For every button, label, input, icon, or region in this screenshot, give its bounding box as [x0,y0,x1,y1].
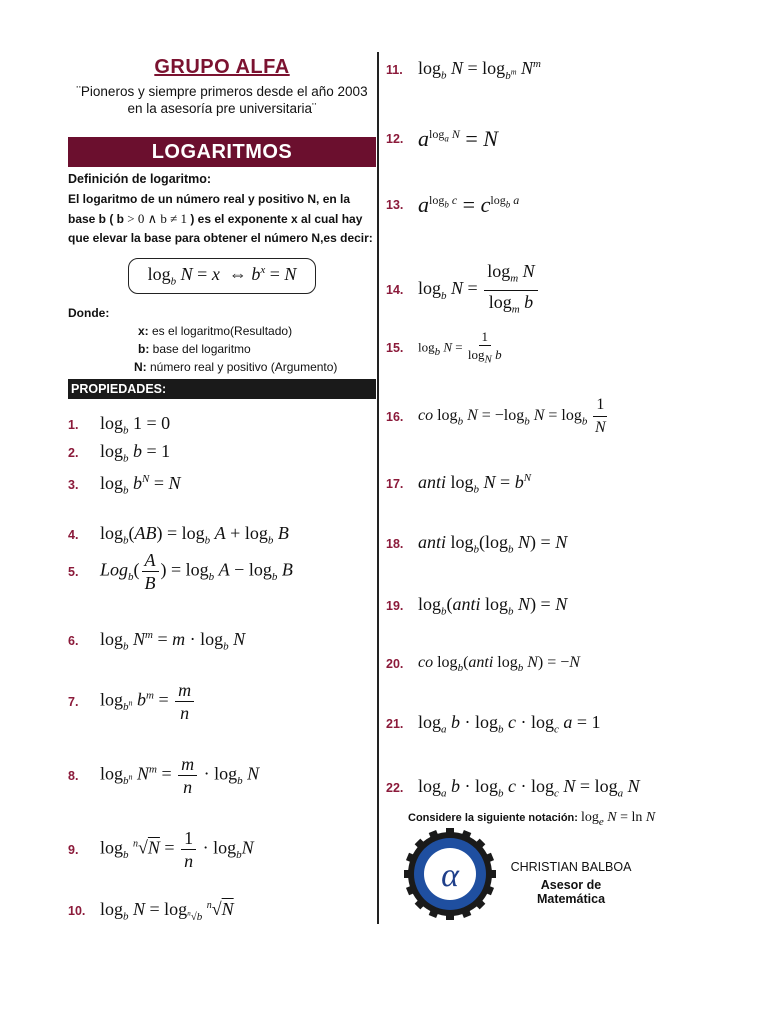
definition-formula: $\log_b N = x$ ⇔ $b^x = N$ [128,258,316,294]
left-column [68,48,376,923]
property-18: 18. anti $\log_b(\log_b$ N) = N [386,532,568,556]
author-name: CHRISTIAN BALBOA [510,860,632,874]
property-9: 9. $\log_b ^n√N$ = $\frac{1}{n}$ · $\log_bN$ [68,828,254,871]
property-22: 22. $\log_a b \cdot \log_b c \cdot \log_c N = \log_a N$ [386,776,640,800]
column-divider [377,52,379,924]
brand-title: GRUPO ALFA [154,56,290,78]
property-14: 14. $\log_b N$ = $\frac{\log_m N}{\log_m b}$ [386,260,540,320]
donde-item: N: número real y positivo (Argumento) [134,360,338,374]
property-1: 1. $\log_b 1 = 0$ [68,413,171,437]
property-20: 20. co $\log_b(anti$ $\log_b N) = -N$ [386,654,580,675]
properties-title: PROPIEDADES: [68,379,376,399]
property-11: 11. $\log_b N = \log_{b^m} N^m$ [386,58,541,82]
definition-text: El logaritmo de un número real y positivo N, en la base b ( b > 0 ∧ b ≠ 1 ) es el exponente x al cual hay que elevar la base para obtener el número N,es decir: [68,192,373,245]
property-3: 3. $\log_b b^N = N$ [68,473,181,497]
author-role: Asesor de Matemática [536,878,606,906]
property-5: 5. Log$_b$( $\frac{A}{B}$ ) = $\log_b A - \log_b B$ [68,550,293,593]
svg-text:α: α [441,857,459,894]
author-block [506,860,636,906]
property-21: 21. $\log_a b \cdot \log_b c \cdot \log_c a = 1$ [386,712,601,736]
donde-title: Donde: [68,306,110,320]
property-2: 2. $\log_b b = 1$ [68,441,171,465]
property-10: 10. $\log_b N = \log_{^n√b} ^n√N$ [68,899,234,923]
topic-banner: LOGARITMOS [68,137,376,167]
brand-slogan: ¨Pioneros y siempre primeros desde el año 2003 en la asesoría pre universitaria¨ [76,84,368,116]
property-19: 19. $\log_b(anti$ $\log_b N) = N$ [386,594,568,618]
property-13: 13. $a^{log_b c} = c^{log_b a}$ [386,192,520,217]
property-16: 16. co $\log_b N = -\log_b$ $N = \log_b$ $\frac{1}{N}$ [386,396,606,436]
property-6: 6. $\log_b N^m = m \cdot \log_b N$ [68,629,246,653]
property-12: 12. $a^{log_a N} = N$ [386,126,498,151]
alpha-gear-icon [404,828,496,920]
property-8: 8. $\log_{b^n} N^m$ = $\frac{m}{n}$ · $\log_b N$ [68,754,260,797]
definition-title: Definición de logaritmo: [68,172,212,186]
property-15: 15. $\log_b N$ = $\frac{1}{\log_N b}$ [386,329,502,366]
donde-item: b: base del logaritmo [138,342,251,356]
property-4: 4. $\log_b(AB) = \log_b A + \log_b B$ [68,523,289,547]
grupo-alfa-logo [404,828,496,920]
donde-item: x: es el logaritmo(Resultado) [138,324,293,338]
notation-note: Considere la siguiente notación: $\log_e N = \ln N$ [408,810,656,828]
property-7: 7. $\log_{b^n} b^m$ = $\frac{m}{n}$ [68,679,196,724]
property-17: 17. anti $\log_b N = b^N$ [386,472,532,496]
